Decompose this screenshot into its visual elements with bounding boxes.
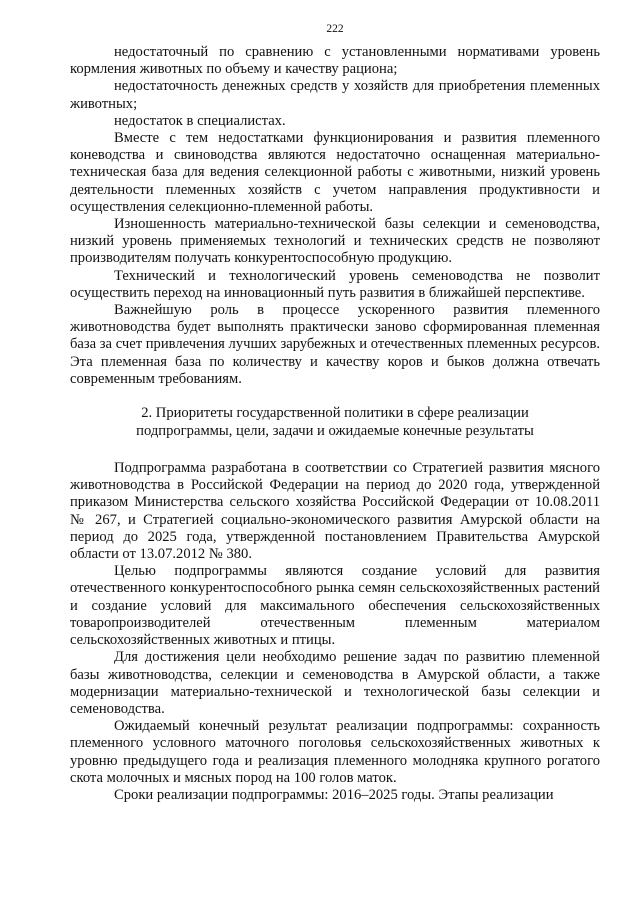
paragraph: Сроки реализации подпрограммы: 2016–2025 годы. Этапы реализации: [114, 786, 554, 803]
paragraph: недостаток в специалистах.: [114, 112, 286, 129]
paragraph: Изношенность материально-технической базы селекции и семеноводства, низкий уровень применяемых технологий и технических средств не позволяют производителям получать конкурентоспособную продукцию.: [70, 216, 600, 267]
paragraph: недостаточный по сравнению с установленными нормативами уровень кормления животных по объему и качеству рациона;: [70, 44, 600, 78]
paragraph: Для достижения цели необходимо решение задач по развитию племенной базы животноводства, селекции и семеноводства в Амурской области, а также модернизации материально-технической и технологической базы селекции и семеноводства.: [70, 649, 600, 717]
paragraph: Важнейшую роль в процессе ускоренного развития племенного животноводства будет выполнять практически заново сформированная племенная база за счет привлечения лучших зарубежных и отечественных племенных ресурсов. Эта племенная база по количеству и качеству коров и быков должна отвечать современным требованиям.: [70, 302, 600, 387]
paragraph: Ожидаемый конечный результат реализации подпрограммы: сохранность племенного условного маточного поголовья сельскохозяйственных животных к уровню предыдущего года и реализация племенного молодняка крупного рогатого скота молочных и мясных пород на 100 голов маток.: [70, 718, 600, 786]
paragraph: Подпрограмма разработана в соответствии со Стратегией развития мясного животноводства в Российской Федерации на период до 2020 года, утвержденной приказом Министерства сельского хозяйства Российской Федерации от 10.08.2011 № 267, и Стратегией социально-экономического развития Амурской области на период до 2025 года, утвержденной постановлением Правительства Амурской области от 13.07.2012 № 380.: [70, 460, 600, 563]
page-number: 222: [326, 23, 344, 35]
section-heading: [70, 404, 600, 440]
paragraph: Технический и технологический уровень семеноводства не позволит осуществить переход на инновационный путь развития в ближайшей перспективе.: [70, 267, 600, 301]
paragraph: Целью подпрограммы являются создание условий для развития отечественного конкурентоспособного рынка семян сельскохозяйственных растений и создание условий для максимального обеспечения сельскохозяйственных товаропроизводителей отечественным племенным материалом сельскохозяйственных животных и птицы.: [70, 563, 600, 649]
document-page: [70, 22, 600, 804]
section-heading-line: подпрограммы, цели, задачи и ожидаемые конечные результаты: [136, 423, 534, 440]
paragraph: недостаточность денежных средств у хозяйств для приобретения племенных животных;: [70, 78, 600, 112]
paragraph: Вместе с тем недостатками функционирования и развития племенного коневодства и свиноводства являются недостаточно оснащенная материально-техническая база для ведения селекционной работы с животными, низкий уровень деятельности племенных хозяйств с учетом направления продуктивности и осуществления селекционно-племенной работы.: [70, 130, 600, 215]
section-heading-line: 2. Приоритеты государственной политики в сфере реализации: [141, 405, 529, 422]
